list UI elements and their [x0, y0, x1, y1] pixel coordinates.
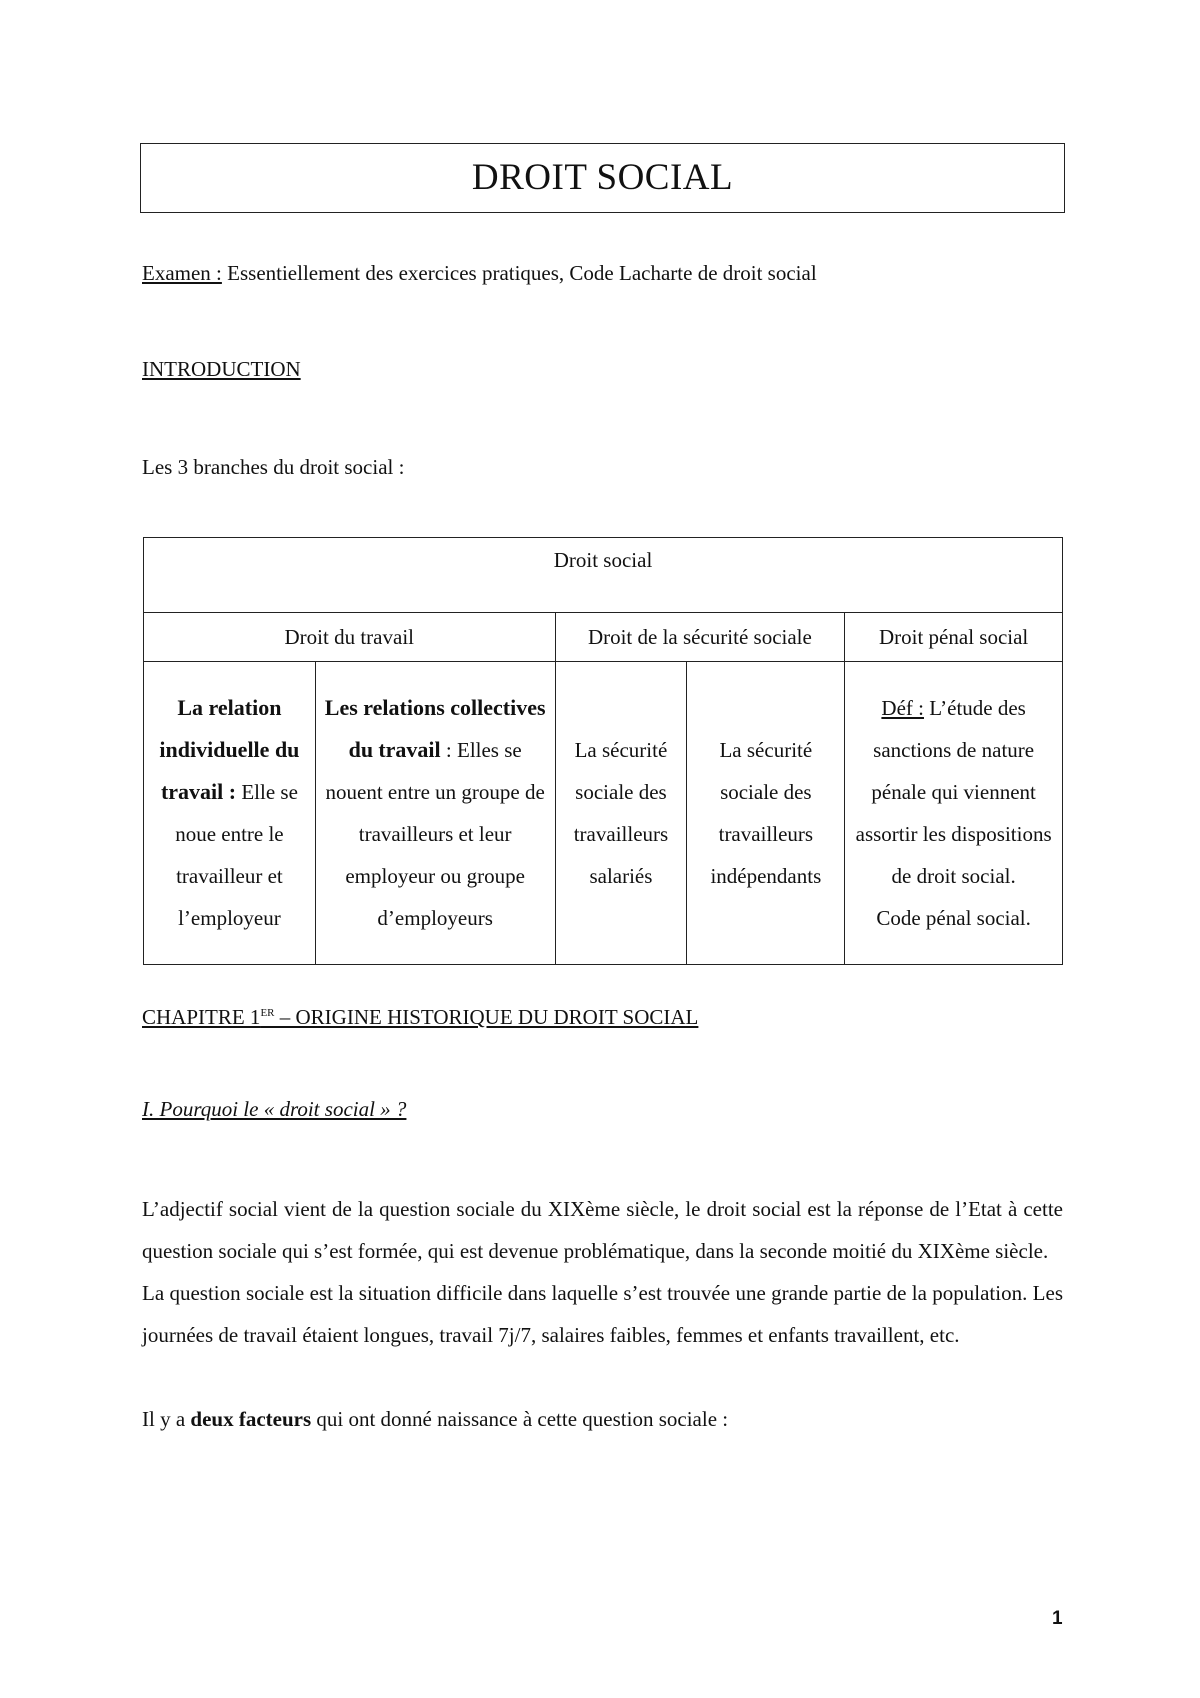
penal-def-text: L’étude des sanctions de nature pénale qui viennent assortir les dispositions de droit social.: [855, 696, 1052, 888]
paragraph-3: [142, 1398, 1063, 1440]
paragraph-3-bold: deux facteurs: [190, 1407, 312, 1431]
cell-relations-collectives: [315, 662, 555, 965]
relations-collectives-text: : Elles se nouent entre un groupe de travailleurs et leur employeur ou groupe d’employeurs: [325, 738, 545, 930]
cell-droit-penal: [845, 662, 1063, 965]
chapter-prefix: CHAPITRE 1: [142, 1005, 261, 1029]
exam-label: Examen :: [142, 261, 222, 285]
cell-secu-salaries: La sécurité sociale des travailleurs salariés: [555, 662, 687, 965]
branches-table: [143, 537, 1063, 965]
table-header-droit-social: Droit social: [144, 538, 1063, 613]
section-heading: I. Pourquoi le « droit social » ?: [142, 1097, 407, 1121]
branches-intro: Les 3 branches du droit social :: [142, 455, 405, 479]
relation-individuelle-text: Elle se noue entre le travailleur et l’employeur: [175, 780, 298, 930]
document-title: DROIT SOCIAL: [140, 143, 1065, 213]
column-droit-du-travail: Droit du travail: [144, 613, 556, 662]
exam-line: [142, 258, 817, 288]
relations-collectives-title-1: Les relations collectives du: [324, 695, 546, 762]
paragraph-2: La question sociale est la situation difficile dans laquelle s’est trouvée une grande partie de la population. Les journées de travail étaient longues, travail 7j/7, salaires faibles, femmes et enfants travaillent, etc.: [142, 1281, 1063, 1347]
cell-relation-individuelle: [144, 662, 316, 965]
cell-secu-independants: La sécurité sociale des travailleurs indépendants: [687, 662, 845, 965]
paragraph-1: L’adjectif social vient de la question sociale du XIXème siècle, le droit social est la réponse de l’Etat à cette question sociale qui s’est formée, qui est devenue problématique, dans la seconde moitié du XIXème siècle.: [142, 1197, 1063, 1263]
chapter-sup: ER: [260, 1007, 275, 1019]
paragraph-3-a: Il y a: [142, 1407, 191, 1431]
paragraph-3-b: qui ont donné naissance à cette question sociale :: [311, 1407, 729, 1431]
column-droit-penal-social: Droit pénal social: [845, 613, 1063, 662]
column-securite-sociale: Droit de la sécurité sociale: [555, 613, 845, 662]
relations-collectives-title-2: travail: [378, 737, 441, 762]
chapter-suffix: – ORIGINE HISTORIQUE DU DROIT SOCIAL: [274, 1005, 699, 1029]
chapter-heading: [142, 998, 698, 1032]
penal-def-label: Déf :: [881, 696, 924, 720]
penal-code: Code pénal social.: [876, 906, 1031, 930]
introduction-heading: INTRODUCTION: [142, 357, 301, 381]
relation-individuelle-title: La relation individuelle du travail :: [159, 695, 300, 804]
body-text: [142, 1188, 1063, 1440]
page-number: 1: [1052, 1608, 1063, 1629]
exam-text: Essentiellement des exercices pratiques, Code Lacharte de droit social: [221, 261, 817, 285]
